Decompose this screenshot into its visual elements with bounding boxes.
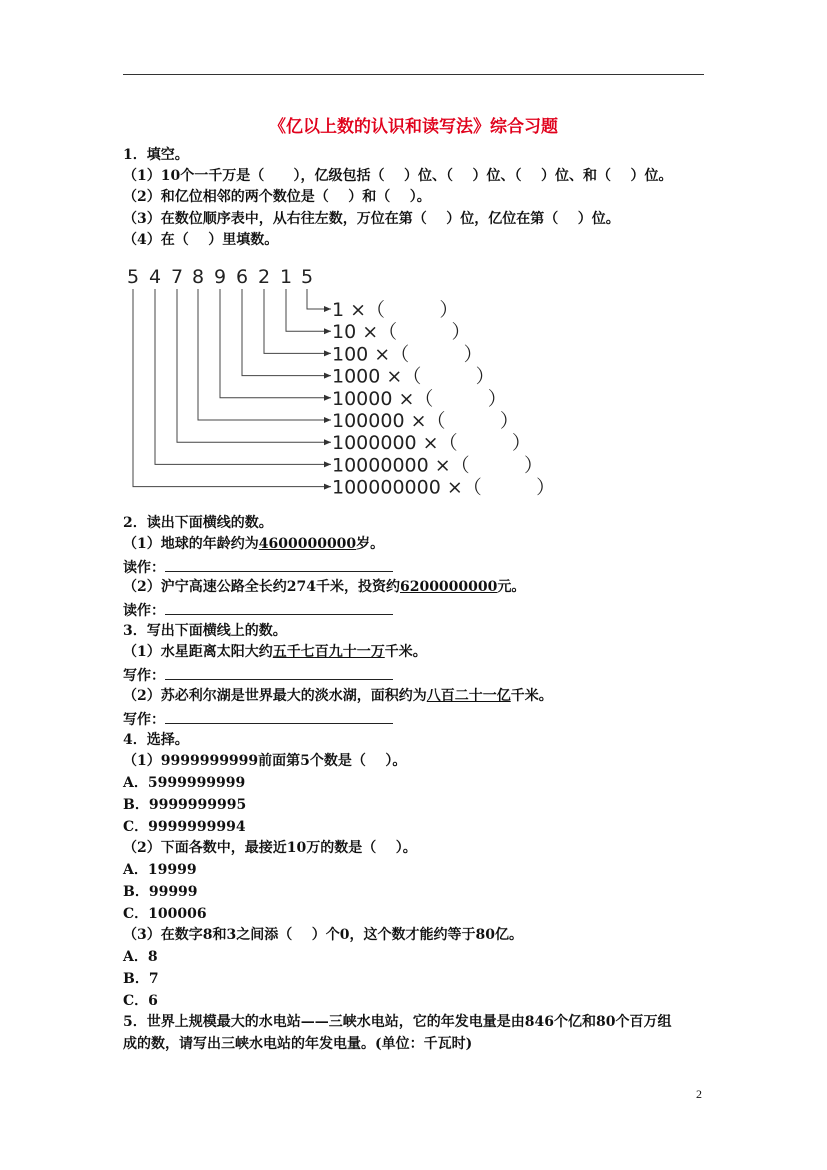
q4-part-3-option-b: B．7 — [123, 971, 159, 987]
write-label: 写作： — [123, 668, 165, 684]
q4-part-1-option-b: B．9999999995 — [123, 797, 247, 813]
connector-arrow — [133, 289, 331, 487]
multiplier-row: 10000 ×（ ） — [332, 387, 507, 410]
multiplier-row: 100000 ×（ ） — [332, 410, 519, 432]
q4-heading: 4．选择。 — [123, 732, 189, 748]
q5-line-1: 5．世界上规模最大的水电站——三峡水电站，它的年发电量是由846个亿和80个百万组 — [123, 1014, 672, 1030]
q3-item-1-text: （1）水星距离太阳大约 — [123, 644, 273, 660]
q2-item-2 — [123, 578, 525, 596]
q3-heading: 3．写出下面横线上的数。 — [123, 623, 287, 639]
q3-item-1-suffix: 千米。 — [384, 644, 427, 660]
digit-4: 8 — [191, 266, 205, 288]
q4-part-2-option-a: A．19999 — [123, 862, 197, 878]
read-label: 读作： — [123, 603, 165, 619]
multiplier-row: 1000000 ×（ ） — [332, 432, 531, 455]
q2-answer-1 — [123, 557, 393, 577]
read-label: 读作： — [123, 560, 165, 576]
digit-5: 9 — [213, 266, 227, 288]
q2-item-2-suffix: 元。 — [497, 579, 526, 595]
answer-blank[interactable] — [165, 557, 393, 572]
connector-arrow — [155, 289, 331, 464]
write-label: 写作： — [123, 712, 165, 728]
q2-item-1-suffix: 岁。 — [356, 536, 385, 552]
q1-item-1: （1）10个一千万是（ ），亿级包括（ ）位、（ ）位、（ ）位、和（ ）位。 — [123, 168, 673, 184]
connector-arrow — [264, 289, 331, 353]
q1-heading: 1．填空。 — [123, 147, 189, 163]
q5-line-2: 成的数，请写出三峡水电站的年发电量。(单位：千瓦时) — [123, 1036, 473, 1052]
connector-arrow — [220, 289, 331, 398]
multiplier-row: 100000000 ×（ ） — [332, 476, 556, 499]
multiplier-row: 100 ×（ ） — [332, 343, 483, 366]
q3-item-2-number: 八百二十一亿 — [426, 688, 511, 704]
multiplier-row: 10000000 ×（ ） — [332, 454, 544, 477]
q4-part-2-option-c: C．100006 — [123, 906, 207, 922]
q4-part-2-option-b: B．99999 — [123, 884, 198, 900]
connector-arrow — [307, 289, 331, 309]
q3-item-1 — [123, 643, 427, 661]
digit-3: 7 — [170, 266, 184, 288]
digit-2: 4 — [148, 266, 162, 288]
connector-arrow — [286, 289, 331, 331]
multiplier-row: 1 ×（ ） — [332, 299, 459, 321]
digit-1: 5 — [126, 266, 140, 288]
q4-part-2: （2）下面各数中，最接近10万的数是（ ）。 — [123, 840, 417, 856]
q4-part-1-option-c: C．9999999994 — [123, 819, 246, 835]
multiplier-row: 1000 ×（ ） — [332, 365, 495, 388]
q2-item-2-text: （2）沪宁高速公路全长约274千米，投资约 — [123, 579, 400, 595]
q3-item-1-number: 五千七百九十一万 — [272, 644, 385, 660]
q2-heading: 2．读出下面横线的数。 — [123, 515, 273, 531]
answer-blank[interactable] — [165, 709, 393, 724]
connector-arrow — [177, 289, 331, 442]
q1-item-4: （4）在（ ）里填数。 — [123, 232, 279, 248]
q3-answer-2 — [123, 709, 393, 729]
answer-blank[interactable] — [165, 665, 393, 680]
page-number: 2 — [696, 1087, 702, 1101]
multiplier-row: 10 ×（ ） — [332, 321, 471, 344]
q2-item-1 — [123, 535, 384, 553]
q1-item-3: （3）在数位顺序表中，从右往左数，万位在第（ ）位，亿位在第（ ）位。 — [123, 211, 620, 227]
answer-blank[interactable] — [165, 600, 393, 615]
q2-item-1-text: （1）地球的年龄约为 — [123, 536, 259, 552]
q4-part-1-option-a: A．5999999999 — [123, 775, 246, 791]
q3-item-2 — [123, 687, 553, 705]
q4-part-3-option-a: A．8 — [123, 949, 158, 965]
q3-answer-1 — [123, 665, 393, 685]
q4-part-3-option-c: C．6 — [123, 993, 158, 1009]
q2-answer-2 — [123, 600, 393, 620]
q4-part-3: （3）在数字8和3之间添（ ）个0，这个数才能约等于80亿。 — [123, 927, 523, 943]
q3-item-2-suffix: 千米。 — [510, 688, 553, 704]
q2-item-2-number: 6200000000 — [399, 579, 498, 595]
page-title: 《亿以上数的认识和读写法》综合习题 — [269, 117, 558, 137]
q1-item-2: （2）和亿位相邻的两个数位是（ ）和（ ）。 — [123, 189, 431, 205]
digit-6: 6 — [235, 266, 249, 288]
q2-item-1-number: 4600000000 — [258, 536, 357, 552]
digit-9: 5 — [300, 266, 314, 288]
digit-8: 1 — [279, 266, 293, 288]
q3-item-2-text: （2）苏必利尔湖是世界最大的淡水湖，面积约为 — [123, 688, 427, 704]
digit-7: 2 — [257, 266, 271, 288]
q4-part-1: （1）9999999999前面第5个数是（ ）。 — [123, 753, 407, 769]
